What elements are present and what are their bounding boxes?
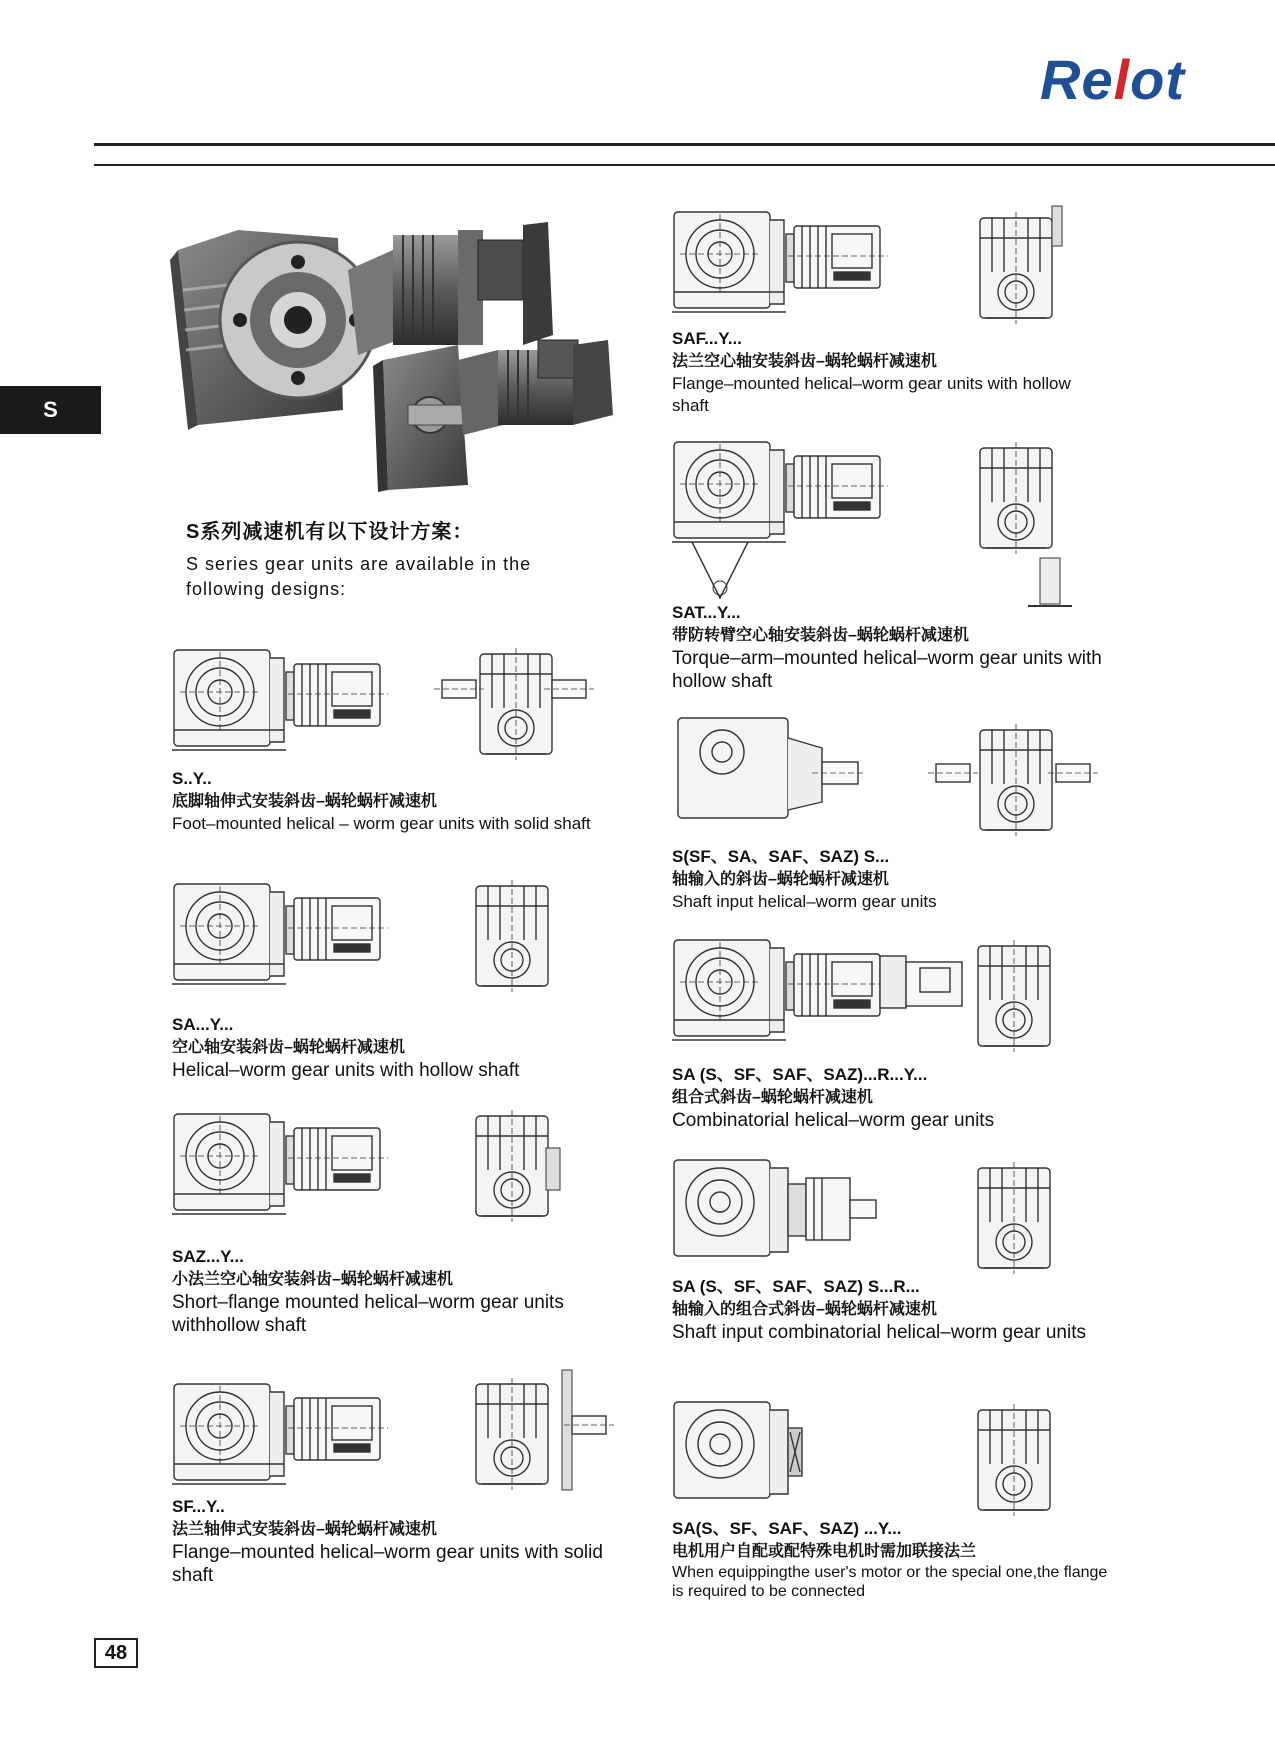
unit-en: Torque–arm–mounted helical–worm gear units with hollow shaft — [672, 648, 1102, 692]
hero-gear-photo — [168, 210, 628, 495]
caption-sf-y — [172, 1496, 612, 1587]
unit-code: SAF...Y... — [672, 329, 742, 348]
drawing-user-motor — [672, 1398, 1112, 1518]
header-rule-bottom — [94, 164, 1275, 166]
unit-zh: 带防转臂空心轴安装斜齿–蜗轮蜗杆减速机 — [672, 627, 969, 644]
unit-en: Short–flange mounted helical–worm gear units withhollow shaft — [172, 1292, 564, 1336]
caption-s-y — [172, 768, 612, 835]
unit-zh: 轴输入的组合式斜齿–蜗轮蜗杆减速机 — [672, 1301, 937, 1318]
unit-code: SF...Y.. — [172, 1497, 225, 1516]
page-number: 48 — [94, 1638, 138, 1668]
unit-en: Shaft input combinatorial helical–worm gear units — [672, 1322, 1086, 1343]
unit-zh: 轴输入的斜齿–蜗轮蜗杆减速机 — [672, 871, 889, 888]
drawing-saf — [672, 200, 1112, 330]
unit-code: S..Y.. — [172, 769, 212, 788]
unit-zh: 组合式斜齿–蜗轮蜗杆减速机 — [672, 1089, 873, 1106]
unit-en: Flange–mounted helical–worm gear units with solid shaft — [172, 1542, 603, 1586]
header-rule-top — [94, 143, 1275, 146]
unit-code: SA(S、SF、SAF、SAZ) ...Y... — [672, 1519, 902, 1538]
caption-sat — [672, 602, 1112, 693]
unit-code: SA...Y... — [172, 1015, 234, 1034]
drawing-sat — [672, 438, 1112, 608]
unit-zh: 电机用户自配或配特殊电机时需加联接法兰 — [672, 1543, 977, 1560]
unit-code: SA (S、SF、SAF、SAZ) S...R... — [672, 1277, 920, 1296]
unit-code: SA (S、SF、SAF、SAZ)...R...Y... — [672, 1065, 928, 1084]
brand-logo — [1040, 48, 1230, 111]
unit-zh: 法兰空心轴安装斜齿–蜗轮蜗杆减速机 — [672, 353, 937, 370]
drawing-shaft-input-combinatorial — [672, 1156, 1112, 1286]
drawing-sa-y — [172, 878, 612, 998]
unit-code: SAT...Y... — [672, 603, 741, 622]
unit-en: Flange–mounted helical–worm gear units with hollow shaft — [672, 374, 1071, 415]
caption-shaft-input-combinatorial — [672, 1276, 1112, 1344]
caption-saz-y — [172, 1246, 612, 1337]
unit-zh: 小法兰空心轴安装斜齿–蜗轮蜗杆减速机 — [172, 1271, 453, 1288]
intro-text — [186, 515, 606, 602]
caption-sa-y — [172, 1014, 612, 1082]
unit-code: S(SF、SA、SAF、SAZ) S... — [672, 847, 890, 866]
drawing-saz-y — [172, 1108, 612, 1228]
section-tab: S — [0, 386, 101, 434]
drawing-s-y — [172, 644, 612, 764]
intro-zh: S系列减速机有以下设计方案： — [186, 521, 474, 543]
caption-combinatorial — [672, 1064, 1112, 1132]
drawing-shaft-input — [672, 714, 1112, 844]
unit-en: Shaft input helical–worm gear units — [672, 892, 937, 911]
unit-code: SAZ...Y... — [172, 1247, 244, 1266]
unit-en: Helical–worm gear units with hollow shaft — [172, 1060, 520, 1081]
caption-shaft-input — [672, 846, 1112, 913]
unit-zh: 法兰轴伸式安装斜齿–蜗轮蜗杆减速机 — [172, 1521, 437, 1538]
unit-en: Foot–mounted helical – worm gear units with solid shaft — [172, 814, 591, 833]
unit-zh: 空心轴安装斜齿–蜗轮蜗杆减速机 — [172, 1039, 405, 1056]
drawing-sf-y — [172, 1370, 612, 1500]
unit-zh: 底脚轴伸式安装斜齿–蜗轮蜗杆减速机 — [172, 793, 437, 810]
caption-saf — [672, 328, 1112, 417]
drawing-combinatorial — [672, 932, 1112, 1062]
logo-text: Relot — [1040, 48, 1186, 111]
intro-en: S series gear units are available in the following designs: — [186, 554, 532, 599]
unit-en: When equippingthe user's motor or the special one,the flange is required to be connected — [672, 1564, 1108, 1600]
unit-en: Combinatorial helical–worm gear units — [672, 1110, 995, 1131]
caption-user-motor — [672, 1518, 1112, 1601]
